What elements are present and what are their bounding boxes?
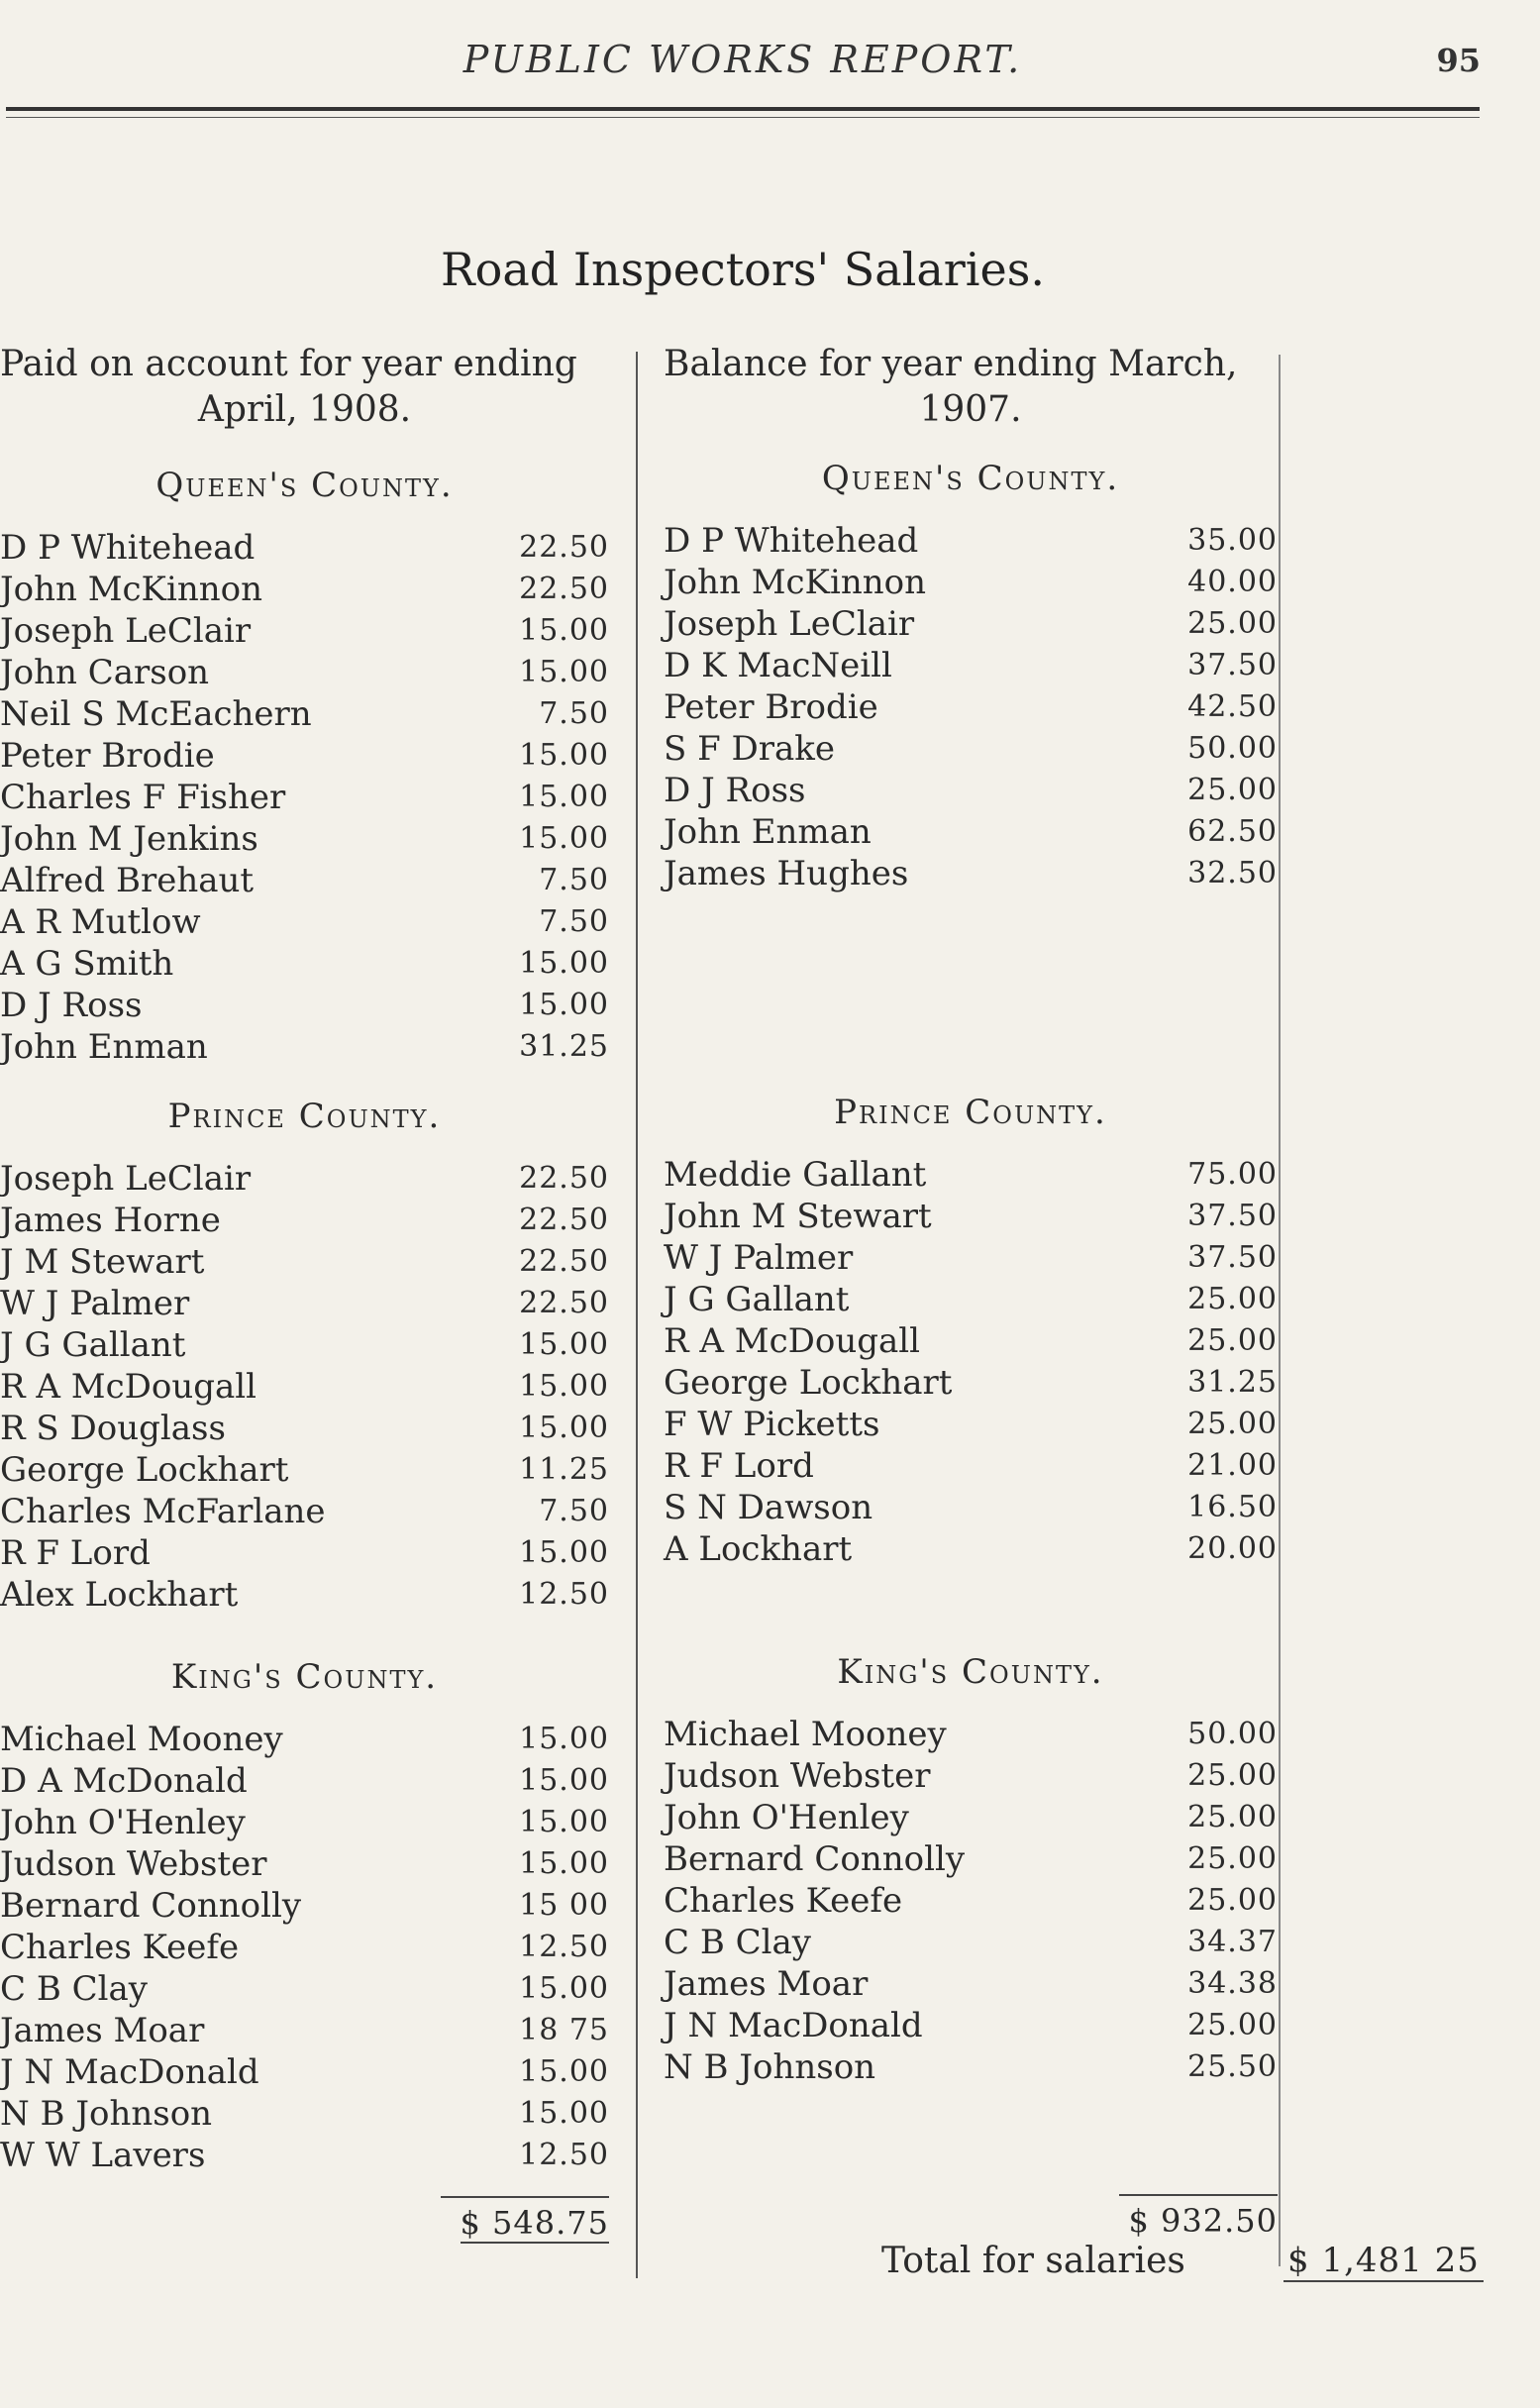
table-row bbox=[664, 728, 1278, 770]
salary-amount: 25.00 bbox=[1187, 1883, 1278, 1918]
left-total-value: $ 548.75 bbox=[460, 2204, 609, 2242]
left-section-kings bbox=[0, 1657, 609, 2176]
salary-amount: 22.50 bbox=[519, 1286, 609, 1320]
inspector-name: John M Jenkins bbox=[0, 819, 258, 859]
table-row bbox=[664, 562, 1278, 603]
inspector-name: John McKinnon bbox=[0, 570, 262, 609]
table-row bbox=[0, 1843, 609, 1885]
inspector-name: Judson Webster bbox=[0, 1844, 267, 1884]
inspector-name: Charles F Fisher bbox=[0, 778, 286, 817]
table-row bbox=[0, 2051, 609, 2093]
table-row bbox=[664, 1528, 1278, 1570]
table-row bbox=[664, 1755, 1278, 1797]
county-title: Prince County. bbox=[167, 1097, 442, 1136]
salary-amount: 15.00 bbox=[519, 780, 609, 814]
inspector-name: Peter Brodie bbox=[0, 736, 215, 776]
grand-total-value: $ 1,481 25 bbox=[1283, 2241, 1484, 2282]
salary-amount: 15.00 bbox=[519, 946, 609, 981]
salary-amount: 31.25 bbox=[1187, 1365, 1278, 1400]
table-row bbox=[0, 1200, 609, 1241]
inspector-name: D K MacNeill bbox=[664, 646, 892, 685]
table-row bbox=[664, 1404, 1278, 1445]
table-row bbox=[0, 2010, 609, 2051]
salary-amount: 25.00 bbox=[1187, 1841, 1278, 1876]
left-section-queens bbox=[0, 466, 609, 1068]
row-list bbox=[0, 527, 609, 1068]
inspector-name: C B Clay bbox=[0, 1969, 148, 2009]
table-row bbox=[0, 2135, 609, 2176]
column-divider bbox=[636, 352, 638, 2278]
table-row bbox=[0, 1760, 609, 1802]
inspector-name: D P Whitehead bbox=[0, 528, 256, 568]
running-title: PUBLIC WORKS REPORT. bbox=[462, 38, 1023, 81]
row-list bbox=[664, 1714, 1278, 2088]
table-row bbox=[0, 569, 609, 610]
left-heading-line1: Paid on account for year ending bbox=[0, 344, 577, 384]
left-total bbox=[441, 2196, 609, 2242]
table-row bbox=[0, 1158, 609, 1200]
inspector-name: John McKinnon bbox=[664, 563, 926, 602]
inspector-name: R A McDougall bbox=[0, 1367, 257, 1407]
left-section-prince bbox=[0, 1097, 609, 1616]
inspector-name: John Enman bbox=[664, 812, 872, 852]
salary-amount: 40.00 bbox=[1187, 565, 1278, 599]
inspector-name: Bernard Connolly bbox=[664, 1839, 966, 1879]
table-row bbox=[0, 1408, 609, 1449]
inspector-name: Meddie Gallant bbox=[664, 1155, 927, 1195]
table-row bbox=[664, 1922, 1278, 1963]
salary-amount: 7.50 bbox=[539, 904, 609, 939]
inspector-name: George Lockhart bbox=[664, 1363, 953, 1403]
salary-amount: 15.00 bbox=[519, 1722, 609, 1756]
table-row bbox=[664, 1487, 1278, 1528]
table-row bbox=[0, 735, 609, 777]
inspector-name: J G Gallant bbox=[0, 1325, 186, 1365]
inspector-name: Neil S McEachern bbox=[0, 694, 312, 734]
table-row bbox=[0, 985, 609, 1026]
salary-amount: 62.50 bbox=[1187, 814, 1278, 849]
salary-amount: 25.00 bbox=[1187, 1282, 1278, 1316]
salary-amount: 15.00 bbox=[519, 821, 609, 856]
salary-amount: 15.00 bbox=[519, 988, 609, 1022]
inspector-name: D J Ross bbox=[0, 986, 143, 1025]
table-row bbox=[664, 520, 1278, 562]
inspector-name: S F Drake bbox=[664, 729, 836, 769]
inspector-name: John M Stewart bbox=[664, 1197, 932, 1236]
table-row bbox=[664, 603, 1278, 645]
inspector-name: R F Lord bbox=[664, 1446, 814, 1486]
row-list bbox=[0, 1158, 609, 1616]
table-row bbox=[0, 1324, 609, 1366]
table-row bbox=[664, 686, 1278, 728]
inspector-name: Charles Keefe bbox=[664, 1881, 903, 1921]
table-row bbox=[0, 1719, 609, 1760]
salary-amount: 75.00 bbox=[1187, 1157, 1278, 1192]
inspector-name: Bernard Connolly bbox=[0, 1886, 302, 1926]
inspector-name: James Horne bbox=[0, 1201, 221, 1240]
table-row bbox=[0, 1532, 609, 1574]
table-row bbox=[664, 853, 1278, 894]
inspector-name: W W Lavers bbox=[0, 2136, 206, 2175]
salary-amount: 12.50 bbox=[519, 2138, 609, 2172]
salary-amount: 31.25 bbox=[519, 1029, 609, 1064]
inspector-name: R F Lord bbox=[0, 1533, 151, 1573]
salary-amount: 34.37 bbox=[1187, 1925, 1278, 1959]
table-row bbox=[0, 777, 609, 818]
inspector-name: R S Douglass bbox=[0, 1409, 226, 1448]
salary-amount: 7.50 bbox=[539, 1494, 609, 1528]
inspector-name: D P Whitehead bbox=[664, 521, 919, 561]
table-row bbox=[0, 1885, 609, 1927]
salary-amount: 11.25 bbox=[519, 1452, 609, 1487]
inspector-name: Michael Mooney bbox=[664, 1715, 947, 1754]
table-row bbox=[664, 1714, 1278, 1755]
salary-amount: 12.50 bbox=[519, 1930, 609, 1964]
table-row bbox=[0, 693, 609, 735]
salary-amount: 25.00 bbox=[1187, 1800, 1278, 1834]
right-section-queens bbox=[664, 459, 1278, 894]
inspector-name: James Hughes bbox=[664, 854, 909, 893]
salary-amount: 15.00 bbox=[519, 1846, 609, 1881]
page-number: 95 bbox=[1436, 42, 1481, 79]
inspector-name: J N MacDonald bbox=[664, 2006, 923, 2045]
table-row bbox=[0, 901, 609, 943]
table-row bbox=[0, 1283, 609, 1324]
table-row bbox=[0, 652, 609, 693]
salary-amount: 25.00 bbox=[1187, 1323, 1278, 1358]
salary-amount: 32.50 bbox=[1187, 856, 1278, 890]
table-row bbox=[664, 1154, 1278, 1196]
table-row bbox=[0, 1968, 609, 2010]
table-row bbox=[0, 610, 609, 652]
salary-amount: 25.00 bbox=[1187, 773, 1278, 807]
table-row bbox=[664, 1279, 1278, 1320]
salary-amount: 20.00 bbox=[1187, 1531, 1278, 1566]
right-heading-line1: Balance for year ending March, bbox=[664, 344, 1238, 384]
table-row bbox=[0, 1491, 609, 1532]
inspector-name: George Lockhart bbox=[0, 1450, 289, 1490]
inspector-name: John O'Henley bbox=[664, 1798, 909, 1837]
table-row bbox=[0, 1574, 609, 1616]
salary-amount: 18 75 bbox=[519, 2013, 609, 2047]
column-divider-right bbox=[1279, 355, 1281, 2266]
county-title: Queen's County. bbox=[821, 459, 1120, 498]
salary-amount: 25.50 bbox=[1187, 2049, 1278, 2084]
salary-amount: 25.00 bbox=[1187, 1407, 1278, 1441]
inspector-name: Charles Keefe bbox=[0, 1928, 240, 1967]
salary-amount: 15.00 bbox=[519, 1805, 609, 1839]
table-row bbox=[664, 2046, 1278, 2088]
salary-amount: 25.00 bbox=[1187, 1758, 1278, 1793]
salary-amount: 21.00 bbox=[1187, 1448, 1278, 1483]
row-list bbox=[664, 520, 1278, 894]
inspector-name: John O'Henley bbox=[0, 1803, 246, 1842]
salary-amount: 7.50 bbox=[539, 696, 609, 731]
inspector-name: N B Johnson bbox=[664, 2047, 876, 2087]
salary-amount: 25.00 bbox=[1187, 2008, 1278, 2042]
inspector-name: W J Palmer bbox=[664, 1238, 854, 1278]
salary-amount: 22.50 bbox=[519, 1244, 609, 1279]
salary-amount: 16.50 bbox=[1187, 1490, 1278, 1524]
inspector-name: D A McDonald bbox=[0, 1761, 248, 1801]
salary-amount: 15.00 bbox=[519, 738, 609, 773]
table-row bbox=[0, 1802, 609, 1843]
inspector-name: Peter Brodie bbox=[664, 687, 878, 727]
inspector-name: James Moar bbox=[0, 2011, 205, 2050]
inspector-name: A G Smith bbox=[0, 944, 174, 984]
table-row bbox=[0, 943, 609, 985]
right-total bbox=[1119, 2194, 1278, 2240]
table-row bbox=[664, 1838, 1278, 1880]
salary-amount: 35.00 bbox=[1187, 523, 1278, 558]
table-row bbox=[0, 1449, 609, 1491]
salary-amount: 15.00 bbox=[519, 2054, 609, 2089]
salary-amount: 22.50 bbox=[519, 1203, 609, 1237]
salary-amount: 22.50 bbox=[519, 530, 609, 565]
salary-amount: 22.50 bbox=[519, 572, 609, 606]
right-total-value: $ 932.50 bbox=[1128, 2202, 1278, 2240]
salary-amount: 15.00 bbox=[519, 1411, 609, 1445]
inspector-name: Judson Webster bbox=[664, 1756, 931, 1796]
inspector-name: W J Palmer bbox=[0, 1284, 190, 1323]
salary-amount: 15.00 bbox=[519, 1327, 609, 1362]
table-row bbox=[0, 860, 609, 901]
salary-amount: 15.00 bbox=[519, 1971, 609, 2006]
table-row bbox=[664, 2005, 1278, 2046]
inspector-name: Joseph LeClair bbox=[0, 611, 252, 651]
left-heading-line2: April, 1908. bbox=[197, 389, 412, 430]
salary-amount: 15 00 bbox=[519, 1888, 609, 1923]
salary-amount: 37.50 bbox=[1187, 1199, 1278, 1233]
table-row bbox=[664, 1880, 1278, 1922]
county-title: Queen's County. bbox=[155, 466, 454, 505]
inspector-name: S N Dawson bbox=[664, 1488, 873, 1527]
inspector-name: Joseph LeClair bbox=[0, 1159, 252, 1199]
table-row bbox=[664, 1797, 1278, 1838]
salary-amount: 15.00 bbox=[519, 2096, 609, 2131]
table-row bbox=[664, 1196, 1278, 1237]
inspector-name: Michael Mooney bbox=[0, 1720, 283, 1759]
inspector-name: Charles McFarlane bbox=[0, 1492, 326, 1531]
salary-amount: 15.00 bbox=[519, 1763, 609, 1798]
inspector-name: A Lockhart bbox=[664, 1529, 853, 1569]
table-row bbox=[664, 811, 1278, 853]
salary-amount: 34.38 bbox=[1187, 1966, 1278, 2001]
inspector-name: D J Ross bbox=[664, 771, 806, 810]
salary-amount: 42.50 bbox=[1187, 689, 1278, 724]
right-heading-line2: 1907. bbox=[919, 389, 1022, 430]
salary-amount: 15.00 bbox=[519, 613, 609, 648]
table-row bbox=[0, 818, 609, 860]
table-row bbox=[664, 1362, 1278, 1404]
inspector-name: N B Johnson bbox=[0, 2094, 213, 2134]
table-row bbox=[664, 1963, 1278, 2005]
salary-amount: 50.00 bbox=[1187, 731, 1278, 766]
salary-amount: 12.50 bbox=[519, 1577, 609, 1612]
inspector-name: R A McDougall bbox=[664, 1321, 921, 1361]
table-row bbox=[0, 1241, 609, 1283]
county-title: Prince County. bbox=[834, 1093, 1107, 1132]
page-title: Road Inspectors' Salaries. bbox=[441, 243, 1045, 296]
table-row bbox=[0, 1026, 609, 1068]
salary-amount: 50.00 bbox=[1187, 1717, 1278, 1751]
salary-amount: 15.00 bbox=[519, 655, 609, 689]
grand-total-label: Total for salaries bbox=[881, 2241, 1185, 2281]
left-column bbox=[0, 342, 609, 2242]
table-row bbox=[664, 645, 1278, 686]
salary-amount: 37.50 bbox=[1187, 1240, 1278, 1275]
inspector-name: James Moar bbox=[664, 1964, 869, 2004]
salary-amount: 7.50 bbox=[539, 863, 609, 897]
county-title: King's County. bbox=[837, 1652, 1104, 1692]
row-list bbox=[0, 1719, 609, 2176]
right-column bbox=[664, 342, 1278, 2240]
table-row bbox=[664, 1445, 1278, 1487]
salary-amount: 15.00 bbox=[519, 1369, 609, 1404]
table-row bbox=[664, 1237, 1278, 1279]
row-list bbox=[664, 1154, 1278, 1570]
table-row bbox=[0, 1366, 609, 1408]
inspector-name: John Carson bbox=[0, 653, 210, 692]
salary-amount: 15.00 bbox=[519, 1535, 609, 1570]
header-rule bbox=[6, 107, 1480, 111]
right-section-kings bbox=[664, 1652, 1278, 2088]
inspector-name: Alex Lockhart bbox=[0, 1575, 239, 1615]
salary-amount: 22.50 bbox=[519, 1161, 609, 1196]
header-rule-thin bbox=[6, 117, 1480, 118]
table-row bbox=[664, 1320, 1278, 1362]
county-title: King's County. bbox=[170, 1657, 439, 1697]
table-row bbox=[0, 1927, 609, 1968]
inspector-name: Alfred Brehaut bbox=[0, 861, 255, 900]
inspector-name: J N MacDonald bbox=[0, 2052, 259, 2092]
salary-amount: 25.00 bbox=[1187, 606, 1278, 641]
inspector-name: J M Stewart bbox=[0, 1242, 205, 1282]
salary-amount: 37.50 bbox=[1187, 648, 1278, 682]
inspector-name: J G Gallant bbox=[664, 1280, 850, 1319]
inspector-name: Joseph LeClair bbox=[664, 604, 915, 644]
table-row bbox=[0, 527, 609, 569]
table-row bbox=[0, 2093, 609, 2135]
inspector-name: A R Mutlow bbox=[0, 902, 201, 942]
right-section-prince bbox=[664, 1093, 1278, 1570]
inspector-name: F W Picketts bbox=[664, 1405, 880, 1444]
inspector-name: C B Clay bbox=[664, 1923, 811, 1962]
inspector-name: John Enman bbox=[0, 1027, 208, 1067]
table-row bbox=[664, 770, 1278, 811]
